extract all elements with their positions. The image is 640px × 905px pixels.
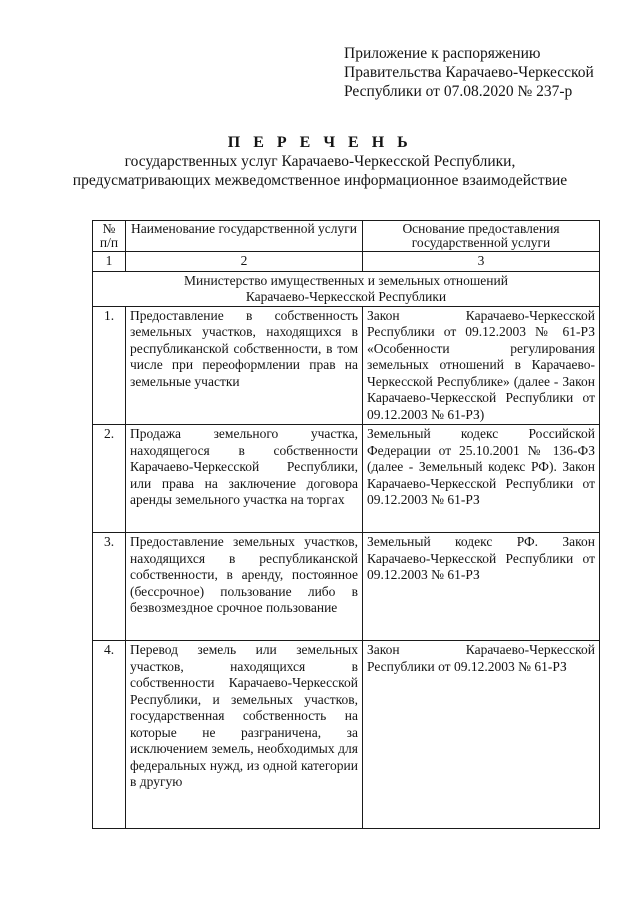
table-row <box>93 641 600 829</box>
section-row <box>93 271 600 306</box>
row-number: 2. <box>93 425 126 533</box>
header-service-name: Наименование государственной услуги <box>126 221 363 252</box>
column-number-row <box>93 252 600 272</box>
service-name: Перевод земель или земельных участков, находящихся в собственности Карачаево-Черкесской Республики, и земельных участков, государственная собственность на которые не разграничена, за исключением земель, необходимых для федеральных нужд, из одной категории в другую <box>126 641 363 829</box>
document-subtitle-line-1: государственных услуг Карачаево-Черкесской Республики, <box>124 153 516 170</box>
table-row <box>93 425 600 533</box>
services-table <box>92 220 600 829</box>
row-number: 1. <box>93 306 126 425</box>
row-number: 3. <box>93 533 126 641</box>
table-header-row <box>93 221 600 252</box>
appendix-line-1: Приложение к распоряжению <box>344 45 541 62</box>
section-title: Министерство имущественных и земельных отношений Карачаево-Черкесской Республики <box>93 271 600 306</box>
table-row <box>93 533 600 641</box>
service-basis: Земельный кодекс Российской Федерации от 25.10.2001 № 136-ФЗ (далее - Земельный кодекс РФ). Закон Карачаево-Черкесской Республики от 09.12.2003 № 61-РЗ <box>363 425 600 533</box>
service-name: Продажа земельного участка, находящегося в собственности Карачаево-Черкесской Республики, или права на заключение договора аренды земельного участка на торгах <box>126 425 363 533</box>
document-subtitle-line-2: предусматривающих межведомственное информационное взаимодействие <box>72 172 568 189</box>
header-basis: Основание предоставления государственной услуги <box>363 221 600 252</box>
appendix-line-3: Республики от 07.08.2020 № 237-р <box>344 83 573 100</box>
table-row <box>93 306 600 425</box>
service-basis: Закон Карачаево-Черкесской Республики от 09.12.2003 № 61-РЗ «Особенности регулирования земельных отношений в Карачаево-Черкесской Республике» (далее - Закон Карачаево-Черкесской Республики от 09.12.2003 № 61-РЗ) <box>363 306 600 425</box>
column-number: 3 <box>363 252 600 272</box>
header-num: № п/п <box>93 221 126 252</box>
appendix-line-2: Правительства Карачаево-Черкесской <box>344 64 594 81</box>
column-number: 1 <box>93 252 126 272</box>
appendix-note <box>344 44 634 101</box>
service-basis: Земельный кодекс РФ. Закон Карачаево-Черкесской Республики от 09.12.2003 № 61-РЗ <box>363 533 600 641</box>
service-name: Предоставление в собственность земельных участков, находящихся в республиканской собственности, в том числе при переоформлении прав на земельные участки <box>126 306 363 425</box>
column-number: 2 <box>126 252 363 272</box>
document-title: П Е Р Е Ч Е Н Ь <box>227 134 413 151</box>
service-name: Предоставление земельных участков, находящихся в республиканской собственности, в аренду, постоянное (бессрочное) пользование либо в безвозмездное срочное пользование <box>126 533 363 641</box>
service-basis: Закон Карачаево-Черкесской Республики от 09.12.2003 № 61-РЗ <box>363 641 600 829</box>
row-number: 4. <box>93 641 126 829</box>
